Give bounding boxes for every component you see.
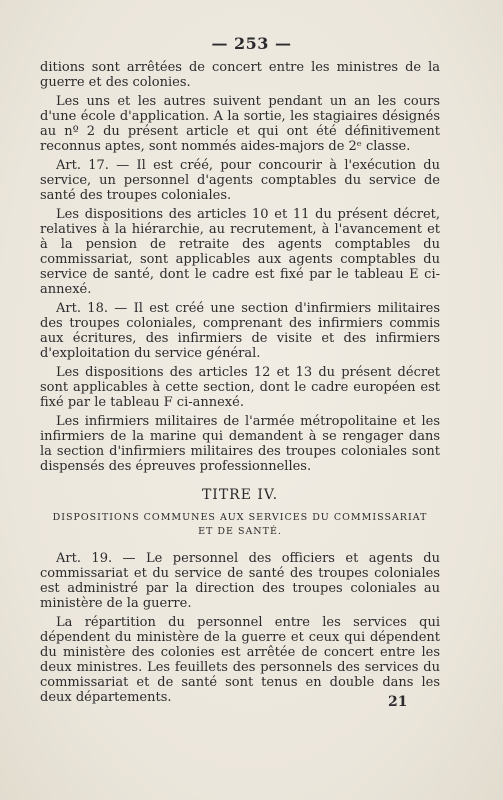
- page-number: — 253 —: [211, 34, 292, 53]
- article-19: Art. 19. — Le personnel des officiers et agents du commissariat et du service de santé des troupes coloniales est administré par la direction des troupes coloniales au ministère de la guerre.: [40, 551, 440, 611]
- signature-mark: 21: [388, 694, 408, 710]
- article-17: Art. 17. — Il est créé, pour concourir à l'exécution du service, un personnel d'agents comptables du service de santé des troupes coloniales.: [40, 158, 440, 203]
- paragraph: Les uns et les autres suivent pendant un an les cours d'une école d'application. A la sortie, les stagiaires désignés au nº 2 du présent article et qui ont été définitivement reconnus aptes, sont nommés aides-majors de 2ᵉ classe.: [40, 94, 440, 154]
- paragraph: La répartition du personnel entre les services qui dépendent du ministère de la guerre et ceux qui dépendent du ministère des colonies est arrêtée de concert entre les deux ministres. Les feuillets des personnels des services du commissariat et de santé sont tenus en double dans les deux départements.: [40, 615, 440, 705]
- paragraph: Les dispositions des articles 12 et 13 du présent décret sont applicables à cette section, dont le cadre européen est fixé par le tableau F ci-annexé.: [40, 365, 440, 410]
- section-subtitle: DISPOSITIONS COMMUNES AUX SERVICES DU COMMISSARIAT ET DE SANTÉ.: [52, 512, 428, 537]
- section-title: TITRE IV.: [201, 487, 279, 503]
- paragraph: Les infirmiers militaires de l'armée métropolitaine et les infirmiers de la marine qui demandent à se rengager dans la section d'infirmiers militaires des troupes coloniales sont dispensés des épreuves professionnelles.: [40, 414, 440, 474]
- paragraph: Les dispositions des articles 10 et 11 du présent décret, relatives à la hiérarchie, au recrutement, à l'avancement et à la pension de retraite des agents comptables du commissariat, sont applicables aux agents comptables du service de santé, dont le cadre est fixé par le tableau E ci-annexé.: [40, 207, 440, 297]
- paragraph: ditions sont arrêtées de concert entre les ministres de la guerre et des colonies.: [40, 60, 440, 90]
- article-18: Art. 18. — Il est créé une section d'infirmiers militaires des troupes coloniales, comprenant des infirmiers commis aux écritures, des infirmiers de visite et des infirmiers d'exploitation du service général.: [40, 301, 440, 361]
- document-body: [40, 60, 440, 709]
